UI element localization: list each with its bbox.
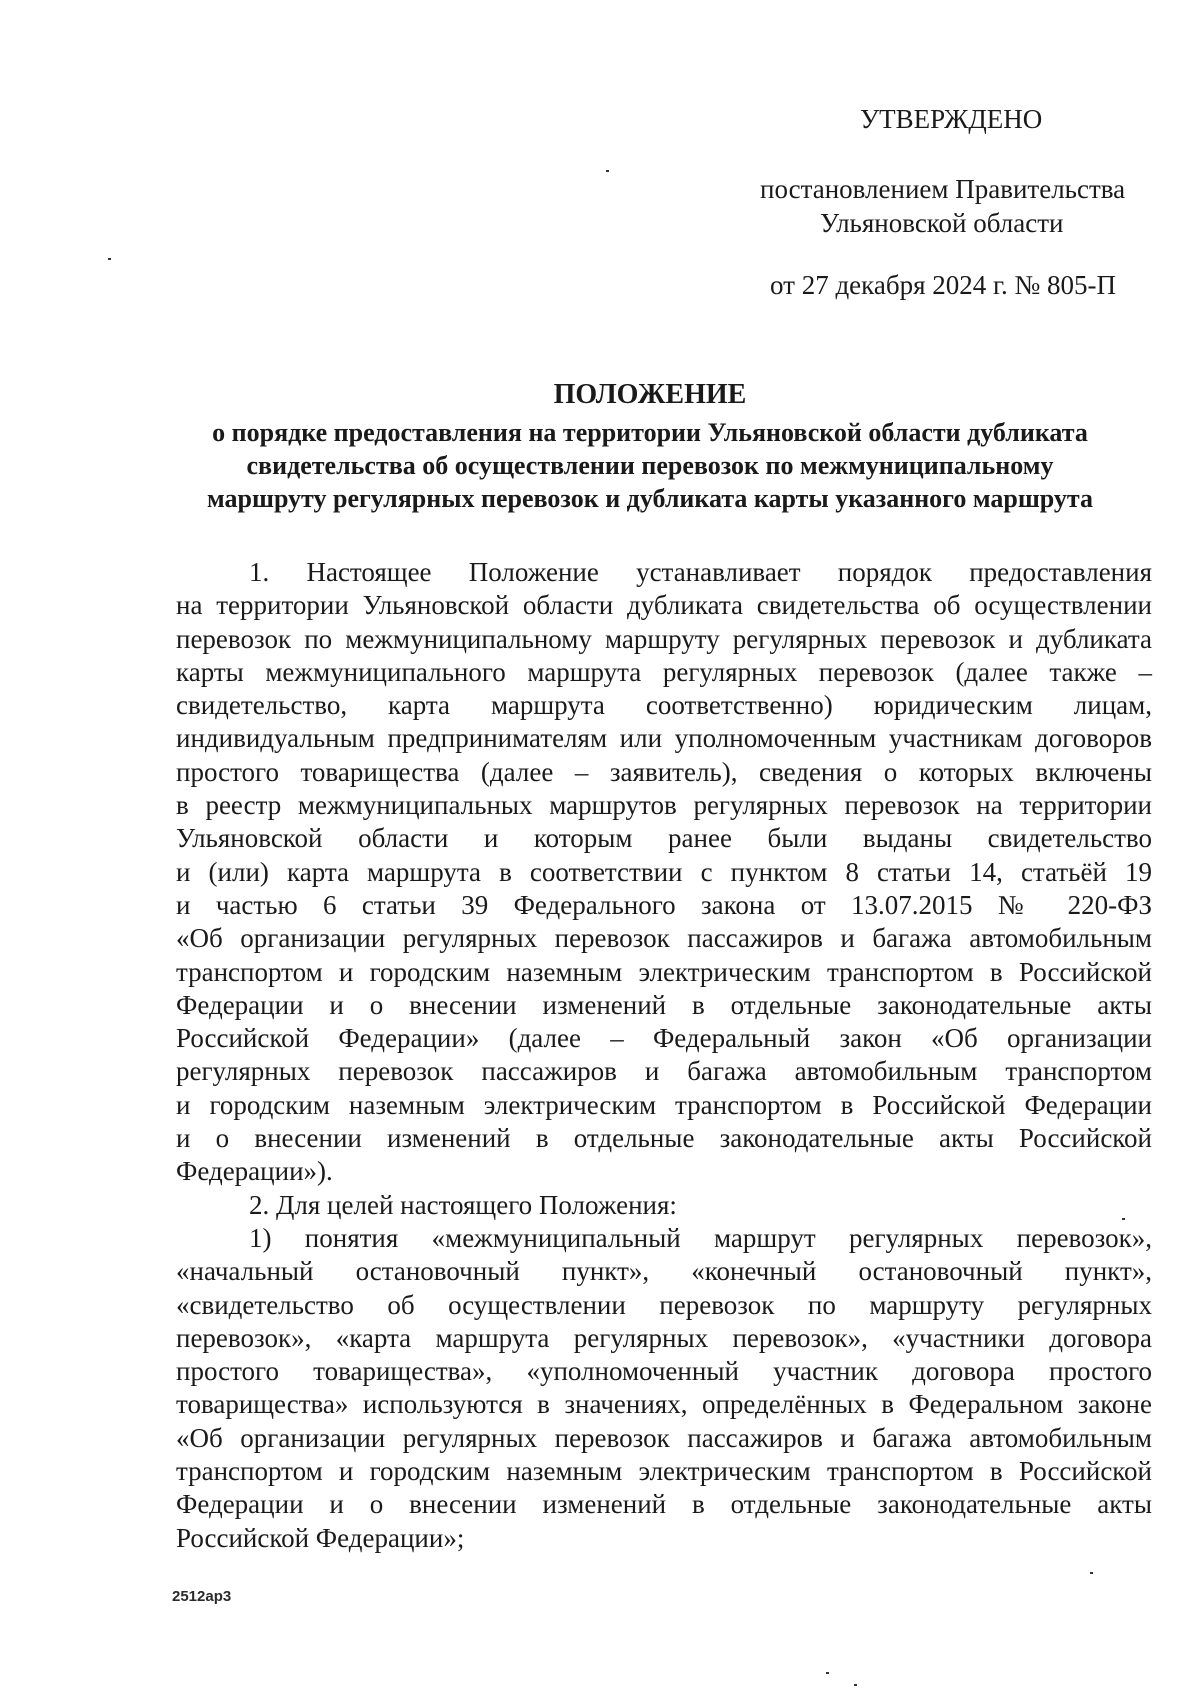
text-line: простого товарищества (далее – заявитель), сведения о которых включены	[176, 756, 1152, 787]
document-body	[176, 556, 1152, 1555]
text-line: Российской Федерации»;	[176, 1522, 465, 1553]
approved-label: УТВЕРЖДЕНО	[860, 104, 1043, 134]
scan-speck	[108, 258, 111, 260]
text-line: товарищества» используются в значениях, определённых в Федеральном законе	[176, 1389, 1152, 1420]
text-line: Российской Федерации» (далее – Федеральный закон «Об организации	[176, 1023, 1152, 1054]
text-line: «Об организации регулярных перевозок пассажиров и багажа автомобильным	[176, 923, 1152, 954]
text-line: свидетельство, карта маршрута соответственно) юридическим лицам,	[176, 690, 1152, 721]
text-line: карты межмуниципального маршрута регулярных перевозок (далее также –	[176, 656, 1152, 687]
scan-speck	[854, 1684, 857, 1686]
paragraph-2-1	[176, 1222, 1152, 1555]
text-line: перевозок», «карта маршрута регулярных перевозок», «участники договора	[176, 1322, 1152, 1353]
text-line: и городским наземным электрическим транспортом в Российской Федерации	[176, 1089, 1152, 1120]
text-line: транспортом и городским наземным электрическим транспортом в Российской	[176, 956, 1152, 987]
text-line: 1) понятия «межмуниципальный маршрут регулярных перевозок»,	[249, 1222, 1152, 1253]
approval-date: от 27 декабря 2024 г. № 805-П	[770, 270, 1117, 300]
text-line: индивидуальным предпринимателям или уполномоченным участникам договоров	[176, 723, 1152, 754]
text-line: и частью 6 статьи 39 Федерального закона от 13.07.2015 № 220-ФЗ	[176, 889, 1152, 920]
text-line: регулярных перевозок пассажиров и багажа автомобильным транспортом	[176, 1056, 1152, 1087]
text-line: в реестр межмуниципальных маршрутов регулярных перевозок на территории	[176, 790, 1152, 821]
scan-speck	[826, 1672, 829, 1674]
text-line: и о внесении изменений в отдельные законодательные акты Российской	[176, 1123, 1152, 1154]
approved-by	[760, 172, 1170, 240]
text-line: перевозок по межмуниципальному маршруту регулярных перевозок и дубликата	[176, 623, 1152, 654]
scan-speck	[606, 170, 609, 172]
text-line: Федерации и о внесении изменений в отдельные законодательные акты	[176, 989, 1152, 1020]
text-line: «начальный остановочный пункт», «конечный остановочный пункт»,	[176, 1256, 1152, 1287]
text-line: Федерации и о внесении изменений в отдельные законодательные акты	[176, 1489, 1152, 1520]
text-line: и (или) карта маршрута в соответствии с пунктом 8 статьи 14, статьёй 19	[176, 856, 1152, 887]
text-line: транспортом и городским наземным электрическим транспортом в Российской	[176, 1456, 1152, 1487]
document-code: 2512ар3	[172, 1588, 232, 1605]
approved-by-line2: Ульяновской области	[820, 208, 1064, 238]
text-line: 2. Для целей настоящего Положения:	[249, 1189, 677, 1220]
paragraph-2	[176, 1189, 1152, 1222]
paragraph-1	[176, 556, 1152, 1189]
subtitle-line: свидетельства об осуществлении перевозок по межмуниципальному	[246, 451, 1054, 480]
approved-by-line1: постановлением Правительства	[760, 174, 1126, 204]
text-line: Федерации»).	[176, 1156, 333, 1187]
document-subtitle	[160, 416, 1140, 515]
text-line: Ульяновской области и которым ранее были выданы свидетельство	[176, 823, 1152, 854]
subtitle-line: маршруту регулярных перевозок и дубликата карты указанного маршрута	[207, 484, 1093, 513]
document-title: ПОЛОЖЕНИЕ	[553, 379, 747, 410]
text-line: на территории Ульяновской области дубликата свидетельства об осуществлении	[176, 590, 1152, 621]
scan-speck	[1122, 1218, 1125, 1220]
text-line: 1. Настоящее Положение устанавливает порядок предоставления	[249, 557, 1152, 587]
text-line: «Об организации регулярных перевозок пассажиров и багажа автомобильным	[176, 1422, 1152, 1453]
text-line: простого товарищества», «уполномоченный участник договора простого	[176, 1356, 1152, 1387]
subtitle-line: о порядке предоставления на территории Ульяновской области дубликата	[212, 418, 1088, 447]
scan-speck	[1090, 1572, 1093, 1574]
text-line: «свидетельство об осуществлении перевозок по маршруту регулярных	[176, 1289, 1152, 1320]
